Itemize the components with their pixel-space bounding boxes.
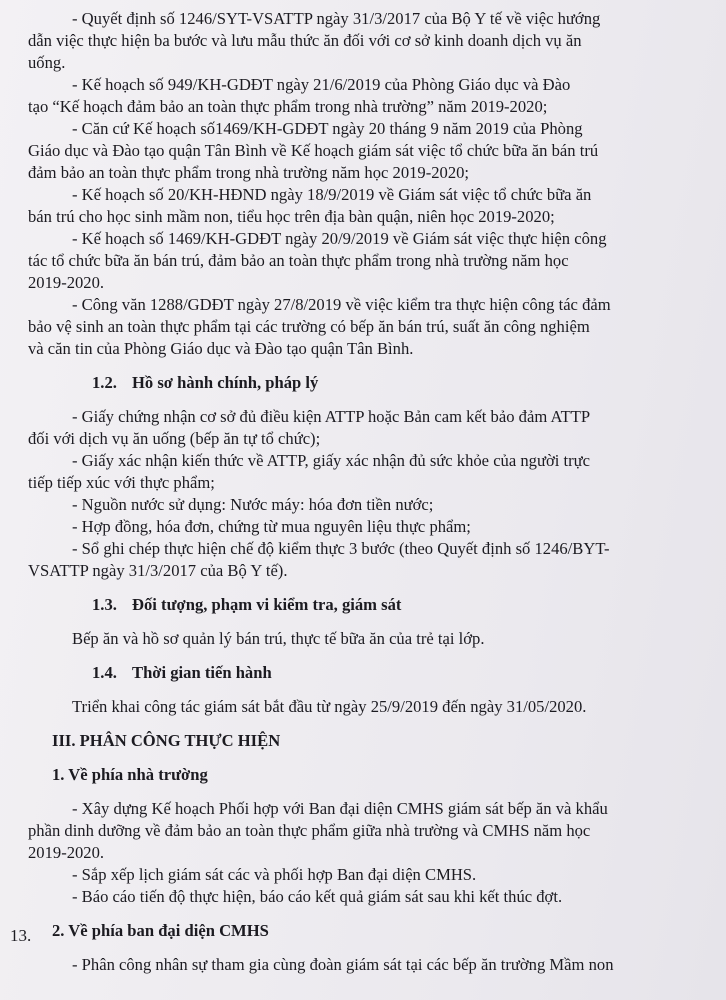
text-line: - Nguồn nước sử dụng: Nước máy: hóa đơn tiền nước; <box>72 495 434 514</box>
text-line: - Xây dựng Kế hoạch Phối hợp với Ban đại diện CMHS giám sát bếp ăn và khẩu <box>72 799 608 818</box>
section-title: Thời gian tiến hành <box>132 663 272 682</box>
section-paragraph <box>28 886 704 908</box>
text-line: đảm bảo an toàn thực phẩm trong nhà trường năm học 2019-2020; <box>28 163 470 182</box>
text-line: tác tổ chức bữa ăn bán trú, đảm bảo an toàn thực phẩm trong nhà trường năm học <box>28 251 569 270</box>
text-line: 2019-2020. <box>28 843 105 862</box>
text-line: - Kế hoạch số 949/KH-GDĐT ngày 21/6/2019 của Phòng Giáo dục và Đào <box>72 75 571 94</box>
text-line: tiếp tiếp xúc với thực phẩm; <box>28 473 215 492</box>
text-line: - Sắp xếp lịch giám sát các và phối hợp Ban đại diện CMHS. <box>72 865 477 884</box>
section-number: 1.4. <box>92 663 117 682</box>
section-paragraph <box>28 494 704 516</box>
text-line: và căn tin của Phòng Giáo dục và Đào tạo quận Tân Bình. <box>28 339 414 358</box>
text-line: bảo vệ sinh an toàn thực phẩm tại các trường có bếp ăn bán trú, suất ăn công nghiệm <box>28 317 590 336</box>
text-line: - Công văn 1288/GDĐT ngày 27/8/2019 về việc kiểm tra thực hiện công tác đảm <box>72 295 611 314</box>
section-paragraph <box>28 406 704 450</box>
text-line: - Quyết định số 1246/SYT-VSATTP ngày 31/3/2017 của Bộ Y tế về việc hướng <box>72 9 601 28</box>
section-paragraph <box>28 450 704 494</box>
text-line: 2019-2020. <box>28 273 105 292</box>
section-paragraph <box>28 864 704 886</box>
intro-paragraph <box>28 184 704 228</box>
section-paragraph <box>28 954 704 976</box>
section-title: Đối tượng, phạm vi kiểm tra, giám sát <box>132 595 402 614</box>
page-content <box>28 8 704 976</box>
text-line: - Căn cứ Kế hoạch số1469/KH-GDĐT ngày 20 tháng 9 năm 2019 của Phòng <box>72 119 583 138</box>
section-heading-III: III. PHÂN CÔNG THỰC HIỆN <box>52 731 281 750</box>
intro-paragraph <box>28 8 704 74</box>
text-line: - Kế hoạch số 20/KH-HĐND ngày 18/9/2019 về Giám sát việc tổ chức bữa ăn <box>72 185 592 204</box>
text-line: dẫn việc thực hiện ba bước và lưu mẫu thức ăn đối với cơ sở kinh doanh dịch vụ ăn <box>28 31 582 50</box>
text-line: tạo “Kế hoạch đảm bảo an toàn thực phẩm trong nhà trường” năm 2019-2020; <box>28 97 548 116</box>
intro-paragraph <box>28 228 704 294</box>
text-line: - Kế hoạch số 1469/KH-GDĐT ngày 20/9/2019 về Giám sát việc thực hiện công <box>72 229 607 248</box>
text-line: - Báo cáo tiến độ thực hiện, báo cáo kết quả giám sát sau khi kết thúc đợt. <box>72 887 563 906</box>
section-heading-III-1: 1. Về phía nhà trường <box>52 765 208 784</box>
intro-paragraph <box>28 118 704 184</box>
section-number: 1.2. <box>92 373 117 392</box>
text-line: - Giấy xác nhận kiến thức về ATTP, giấy xác nhận đủ sức khỏe của người trực <box>72 451 590 470</box>
section-number: 1.3. <box>92 595 117 614</box>
text-line: đối với dịch vụ ăn uống (bếp ăn tự tổ chức); <box>28 429 321 448</box>
section-paragraph <box>28 516 704 538</box>
text-line: - Hợp đồng, hóa đơn, chứng từ mua nguyên liệu thực phẩm; <box>72 517 471 536</box>
text-line: - Phân công nhân sự tham gia cùng đoàn giám sát tại các bếp ăn trường Mầm non <box>72 955 614 974</box>
page-number: 13. <box>10 926 32 945</box>
section-paragraph <box>28 538 704 582</box>
text-line: phần dinh dưỡng về đảm bảo an toàn thực phẩm giữa nhà trường và CMHS năm học <box>28 821 591 840</box>
section-text: Triển khai công tác giám sát bắt đầu từ ngày 25/9/2019 đến ngày 31/05/2020. <box>72 697 587 716</box>
section-heading-1-4 <box>28 662 704 684</box>
text-line: - Sổ ghi chép thực hiện chế độ kiểm thực 3 bước (theo Quyết định số 1246/BYT- <box>72 539 610 558</box>
section-title: Hồ sơ hành chính, pháp lý <box>132 373 319 392</box>
section-heading-1-2 <box>28 372 704 394</box>
text-line: Giáo dục và Đào tạo quận Tân Bình về Kế hoạch giám sát việc tổ chức bữa ăn bán trú <box>28 141 599 160</box>
text-line: VSATTP ngày 31/3/2017 của Bộ Y tế). <box>28 561 288 580</box>
text-line: - Giấy chứng nhận cơ sở đủ điều kiện ATTP hoặc Bản cam kết bảo đảm ATTP <box>72 407 591 426</box>
intro-paragraph <box>28 74 704 118</box>
text-line: bán trú cho học sinh mầm non, tiểu học trên địa bàn quận, niên học 2019-2020; <box>28 207 555 226</box>
text-line: uống. <box>28 53 66 72</box>
section-heading-III-2: 2. Về phía ban đại diện CMHS <box>52 921 269 940</box>
section-text: Bếp ăn và hồ sơ quản lý bán trú, thực tế bữa ăn của trẻ tại lớp. <box>72 629 485 648</box>
section-paragraph <box>28 798 704 864</box>
section-heading-1-3 <box>28 594 704 616</box>
intro-paragraph <box>28 294 704 360</box>
